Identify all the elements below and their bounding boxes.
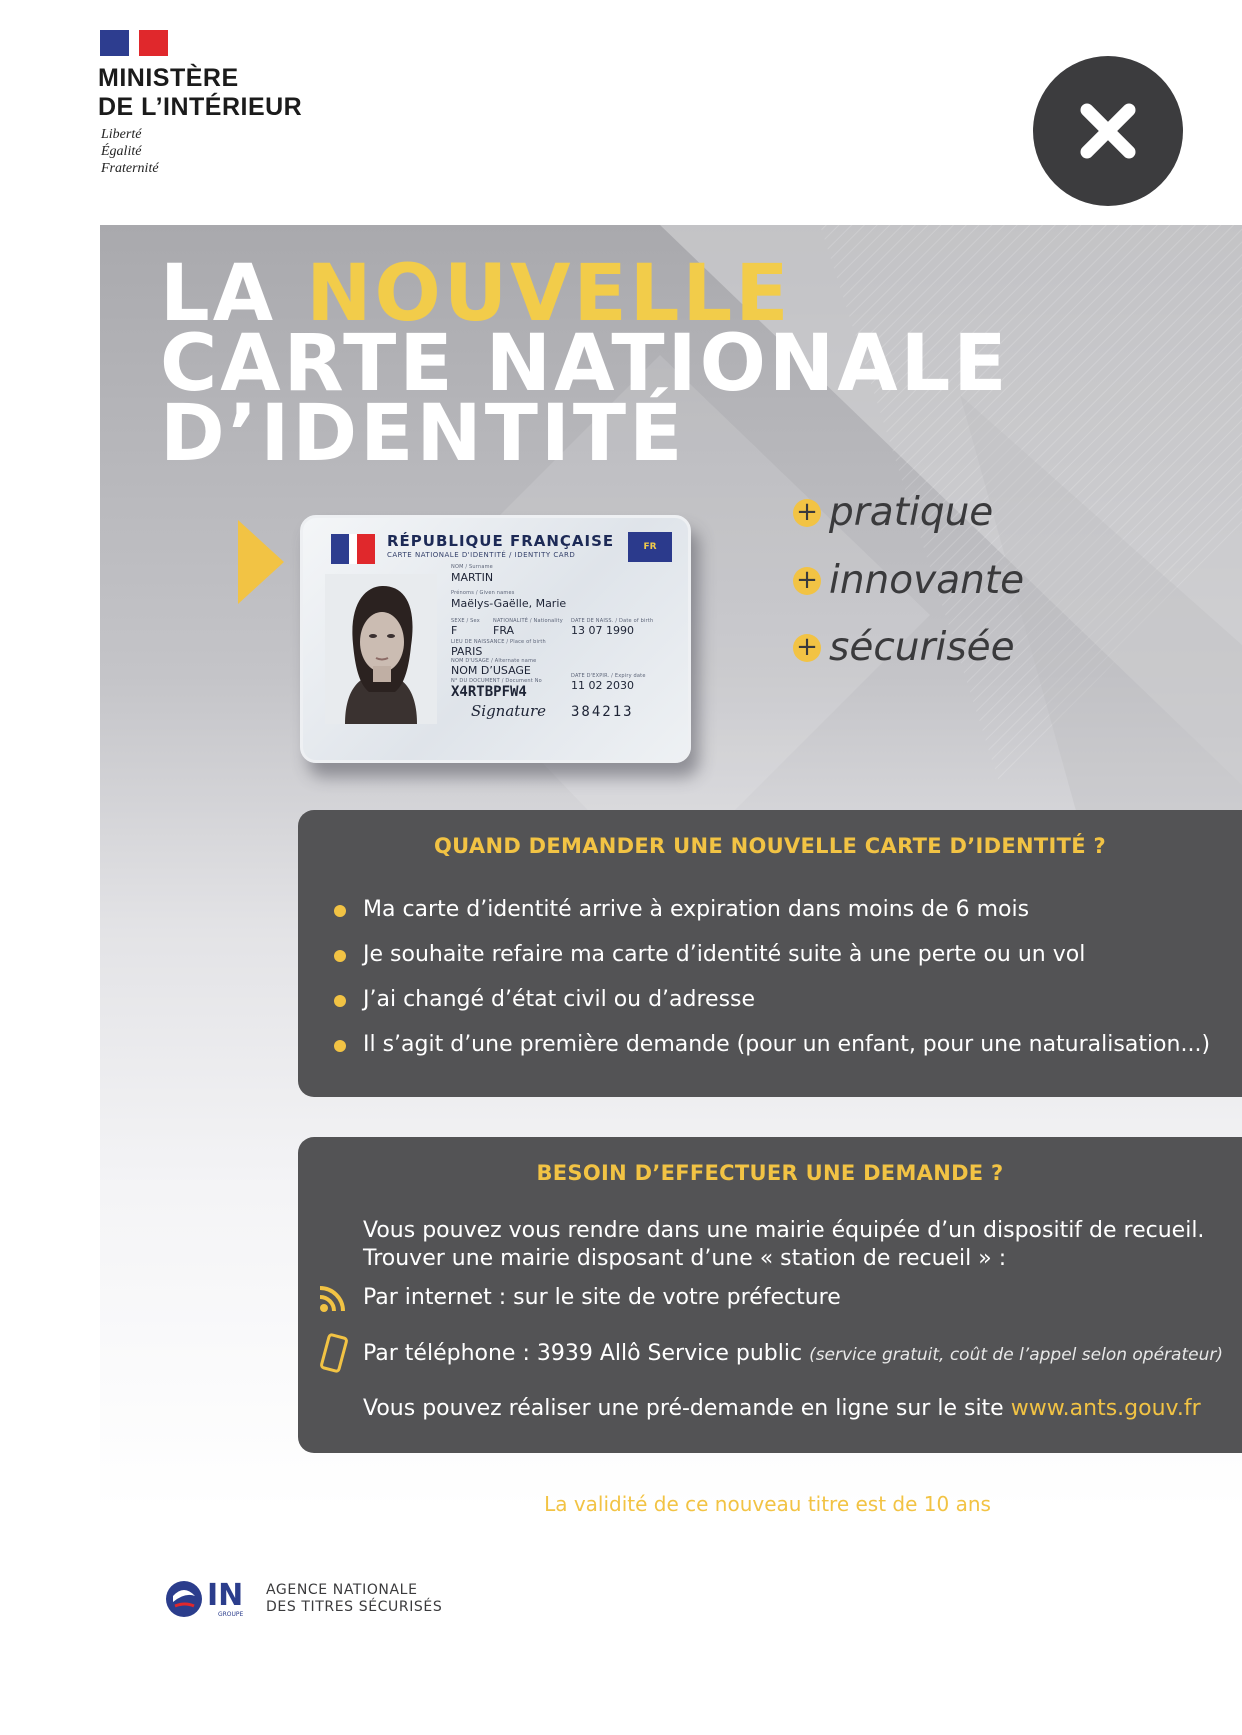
list-item-text: Ma carte d’identité arrive à expiration dans moins de 6 mois: [363, 897, 1030, 922]
list-item: [298, 1022, 1242, 1067]
list-item: [298, 932, 1242, 977]
list-item-text: Il s’agit d’une première demande (pour un enfant, pour une naturalisation...): [363, 1032, 1211, 1057]
headline: [160, 249, 1010, 479]
plus-icon: +: [793, 567, 821, 595]
intro-line-2: Trouver une mairie disposant d’une « station de recueil » :: [363, 1246, 1007, 1271]
headline-line-2: CARTE NATIONALE: [160, 319, 1010, 409]
phone-option: [363, 1340, 1223, 1369]
card-subtitle: CARTE NATIONALE D'IDENTITÉ / IDENTITY CARD: [387, 551, 576, 559]
adjective-text: innovante: [829, 558, 1025, 603]
panel-request-title: BESOIN D’EFFECTUER UNE DEMANDE ?: [536, 1161, 1004, 1185]
validity-note: La validité de ce nouveau titre est de 10 ans: [544, 1492, 991, 1516]
list-item: [298, 887, 1242, 932]
agency-name: [266, 1582, 442, 1616]
phone-icon: [318, 1333, 350, 1373]
france-titres-logo: [165, 1577, 244, 1618]
rss-icon: [318, 1283, 350, 1313]
ministry-line-1: MINISTÈRE: [98, 64, 239, 92]
headline-la: LA: [160, 249, 277, 339]
motto-fraternite: Fraternité: [101, 161, 159, 176]
ants-website-link[interactable]: www.ants.gouv.fr: [1010, 1396, 1201, 1421]
close-button[interactable]: [1033, 56, 1183, 206]
portrait-photo: [325, 574, 437, 724]
headline-nouvelle: NOUVELLE: [306, 249, 792, 339]
label-birthplace: LIEU DE NAISSANCE / Place of birth: [451, 639, 546, 645]
close-icon: [1077, 100, 1139, 162]
panel-when-to-apply: [298, 810, 1242, 1097]
plus-icon: +: [793, 499, 821, 527]
bullet-icon: [334, 995, 346, 1007]
reasons-list: [298, 887, 1242, 1067]
label-usage-name: NOM D'USAGE / Alternate name: [451, 658, 537, 664]
card-sex: F: [451, 624, 458, 637]
internet-option: Par internet : sur le site de votre préfecture: [363, 1285, 841, 1310]
card-birth-date: 13 07 1990: [571, 624, 634, 637]
list-item: [298, 977, 1242, 1022]
card-nationality: FRA: [493, 624, 515, 637]
ministry-line-2: DE L’INTÉRIEUR: [98, 93, 303, 121]
id-card-image: [300, 515, 691, 763]
logo-sub: GROUPE: [217, 1610, 244, 1618]
bullet-icon: [334, 905, 346, 917]
label-expiry: DATE D'EXPIR. / Expiry date: [571, 673, 646, 679]
card-can-number: 384213: [571, 704, 634, 720]
motto-liberte: Liberté: [101, 127, 142, 142]
marianne-flag-logo: [100, 30, 168, 56]
label-birth-date: DATE DE NAISS. / Date of birth: [571, 618, 654, 624]
logo-wordmark: [207, 1577, 244, 1618]
card-birthplace: PARIS: [451, 645, 483, 658]
logo-letters: IN: [207, 1577, 244, 1613]
phone-text: Par téléphone : 3939 Allô Service public: [363, 1341, 803, 1366]
card-document-no: X4RTBPFW4: [451, 684, 527, 700]
headline-line-3: D’IDENTITÉ: [160, 389, 686, 479]
play-arrow-icon: [238, 520, 284, 604]
online-text: Vous pouvez réaliser une pré-demande en ligne sur le site: [363, 1396, 1004, 1421]
intro-line-1: Vous pouvez vous rendre dans une mairie équipée d’un dispositif de recueil.: [363, 1218, 1205, 1243]
adjective-innovante: [793, 558, 1024, 603]
list-item-text: J’ai changé d’état civil ou d’adresse: [363, 987, 756, 1012]
label-surname: NOM / Surname: [451, 564, 493, 570]
list-item-text: Je souhaite refaire ma carte d’identité suite à une perte ou un vol: [363, 942, 1086, 967]
panel-make-request: [298, 1137, 1242, 1453]
republic-motto: [101, 126, 159, 177]
online-option: [363, 1395, 1201, 1423]
bullet-icon: [334, 1040, 346, 1052]
plus-icon: +: [793, 634, 821, 662]
logo-circle-icon: [165, 1580, 203, 1618]
motto-egalite: Égalité: [101, 144, 142, 159]
adjective-securisee: [793, 625, 1015, 670]
card-surname: MARTIN: [451, 571, 494, 584]
bullet-icon: [334, 950, 346, 962]
card-expiry: 11 02 2030: [571, 679, 634, 692]
card-given-names: Maëlys-Gaëlle, Marie: [451, 597, 567, 610]
ministry-name: [98, 64, 302, 122]
card-flag-icon: [331, 534, 375, 564]
phone-note: (service gratuit, coût de l’appel selon opérateur): [809, 1345, 1223, 1365]
label-document-no: N° DU DOCUMENT / Document No: [451, 678, 542, 684]
adjective-text: pratique: [829, 490, 994, 535]
label-nationality: NATIONALITÉ / Nationality: [493, 618, 563, 624]
label-given-names: Prénoms / Given names: [451, 590, 515, 596]
card-country: RÉPUBLIQUE FRANÇAISE: [387, 532, 615, 550]
eu-code: FR: [643, 542, 657, 552]
eu-flag-icon: [628, 532, 672, 562]
card-usage-name: NOM D’USAGE: [451, 664, 531, 677]
label-sex: SEXE / Sex: [451, 618, 480, 624]
adjective-pratique: [793, 490, 993, 535]
agency-line-2: DES TITRES SÉCURISÉS: [266, 1599, 443, 1615]
panel-when-title: QUAND DEMANDER UNE NOUVELLE CARTE D’IDENTITÉ ?: [434, 834, 1106, 858]
adjective-text: sécurisée: [829, 625, 1015, 670]
card-signature: Signature: [471, 702, 547, 720]
agency-line-1: AGENCE NATIONALE: [266, 1582, 418, 1598]
